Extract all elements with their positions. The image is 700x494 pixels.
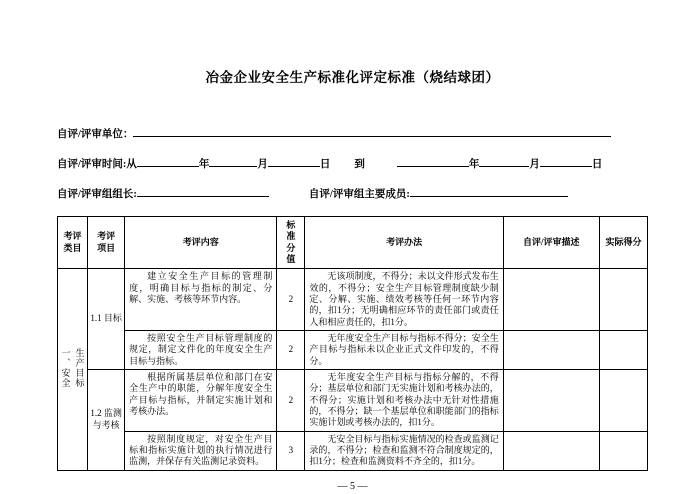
page-number: — 5 — bbox=[337, 480, 368, 492]
review-cell bbox=[503, 330, 599, 369]
review-cell bbox=[503, 369, 599, 431]
method-cell: 无该项制度，不得分；未以文件形式发布生效的，不得分；安全生产目标管理制度缺少制定、分解、实施、绩效考核等任何一环节内容的，扣1分；无明确相应环节的责任部门或责任人和相应责任的，扣1分。 bbox=[305, 269, 503, 331]
header-method: 考评办法 bbox=[305, 217, 503, 269]
start-month-blank bbox=[209, 156, 257, 167]
content-cell: 根据所属基层单位和部门在安全生产中的职能，分解年度安全生产目标与指标，并制定实施计划和考核办法。 bbox=[125, 369, 277, 431]
method-cell: 无年度安全生产目标与指标不得分；安全生产目标与指标未以企业正式文件印发的，不得分。 bbox=[305, 330, 503, 369]
table-header-row bbox=[58, 217, 648, 269]
end-day-label: 日 bbox=[591, 159, 603, 170]
end-day-blank bbox=[540, 156, 592, 167]
unit-label: 自评/评审单位： bbox=[57, 129, 134, 140]
header-project: 考评项目 bbox=[88, 217, 125, 269]
actual-score-cell bbox=[599, 369, 647, 431]
form-line-leader bbox=[57, 186, 648, 201]
leader-blank bbox=[137, 186, 269, 197]
review-cell bbox=[503, 269, 599, 331]
spacer bbox=[365, 166, 397, 167]
leader-label: 自评/评审组组长: bbox=[57, 189, 137, 200]
category-cell bbox=[58, 269, 88, 470]
table-row bbox=[58, 269, 648, 331]
end-year-blank bbox=[397, 156, 469, 167]
header-form bbox=[57, 126, 648, 201]
content-cell: 按照安全生产目标管理制度的规定，制定文件化的年度安全生产目标与指标。 bbox=[125, 330, 277, 369]
to-label: 到 bbox=[354, 159, 365, 170]
time-label: 自评/评审时间:从 bbox=[57, 159, 137, 170]
header-score: 标准分值 bbox=[277, 217, 305, 269]
members-blank bbox=[410, 186, 568, 197]
start-day-blank bbox=[268, 156, 320, 167]
actual-score-cell bbox=[599, 330, 647, 369]
header-actual: 实际得分 bbox=[599, 217, 647, 269]
review-cell bbox=[503, 431, 599, 470]
members-label: 自评/评审组主要成员: bbox=[308, 189, 410, 200]
content-cell: 建立安全生产目标的管理制度，明确目标与指标的制定、分解、实施、考核等环节内容。 bbox=[125, 269, 277, 331]
spacer bbox=[269, 196, 309, 197]
start-year-label: 年 bbox=[198, 159, 210, 170]
score-cell: 2 bbox=[277, 269, 305, 331]
score-cell: 2 bbox=[277, 369, 305, 431]
start-month-label: 月 bbox=[257, 159, 268, 170]
start-year-blank bbox=[137, 156, 199, 167]
score-cell: 2 bbox=[277, 330, 305, 369]
header-content: 考评内容 bbox=[125, 217, 277, 269]
method-cell: 无年度安全生产目标与指标分解的，不得分；基层单位和部门无实施计划和考核办法的，不得分；实施计划和考核办法中无针对性措施的，不得分；缺一个基层单位和职能部门的指标实施计划或考核办法的，扣1分。 bbox=[305, 369, 503, 431]
method-cell: 无安全目标与指标实施情况的检查或监测记录的，不得分；检查和监测不符合制度规定的，扣1分；检查和监测资料不齐全的，扣1分。 bbox=[305, 431, 503, 470]
header-review: 自评/评审描述 bbox=[503, 217, 599, 269]
spacer bbox=[330, 166, 354, 167]
content-cell: 按照制度规定，对安全生产目标和指标实施计划的执行情况进行监测，并保存有关监测记录资料。 bbox=[125, 431, 277, 470]
end-year-label: 年 bbox=[468, 159, 480, 170]
table-row bbox=[58, 369, 648, 431]
table-row bbox=[58, 330, 648, 369]
actual-score-cell bbox=[599, 269, 647, 331]
end-month-label: 月 bbox=[529, 159, 540, 170]
evaluation-table bbox=[57, 216, 648, 471]
project-cell: 1.2 监测与考核 bbox=[88, 369, 125, 470]
start-day-label: 日 bbox=[319, 159, 331, 170]
form-line-unit bbox=[57, 126, 648, 141]
end-month-blank bbox=[479, 156, 529, 167]
header-category: 考评类目 bbox=[58, 217, 88, 269]
table-row bbox=[58, 431, 648, 470]
score-cell: 3 bbox=[277, 431, 305, 470]
page-title: 冶金企业安全生产标准化评定标准（烧结球团） bbox=[205, 70, 500, 85]
unit-blank-field bbox=[133, 126, 611, 137]
form-line-time bbox=[57, 156, 648, 171]
project-cell: 1.1 目标 bbox=[88, 269, 125, 370]
actual-score-cell bbox=[599, 431, 647, 470]
category-label: 一、安全生产目标 bbox=[60, 348, 85, 389]
